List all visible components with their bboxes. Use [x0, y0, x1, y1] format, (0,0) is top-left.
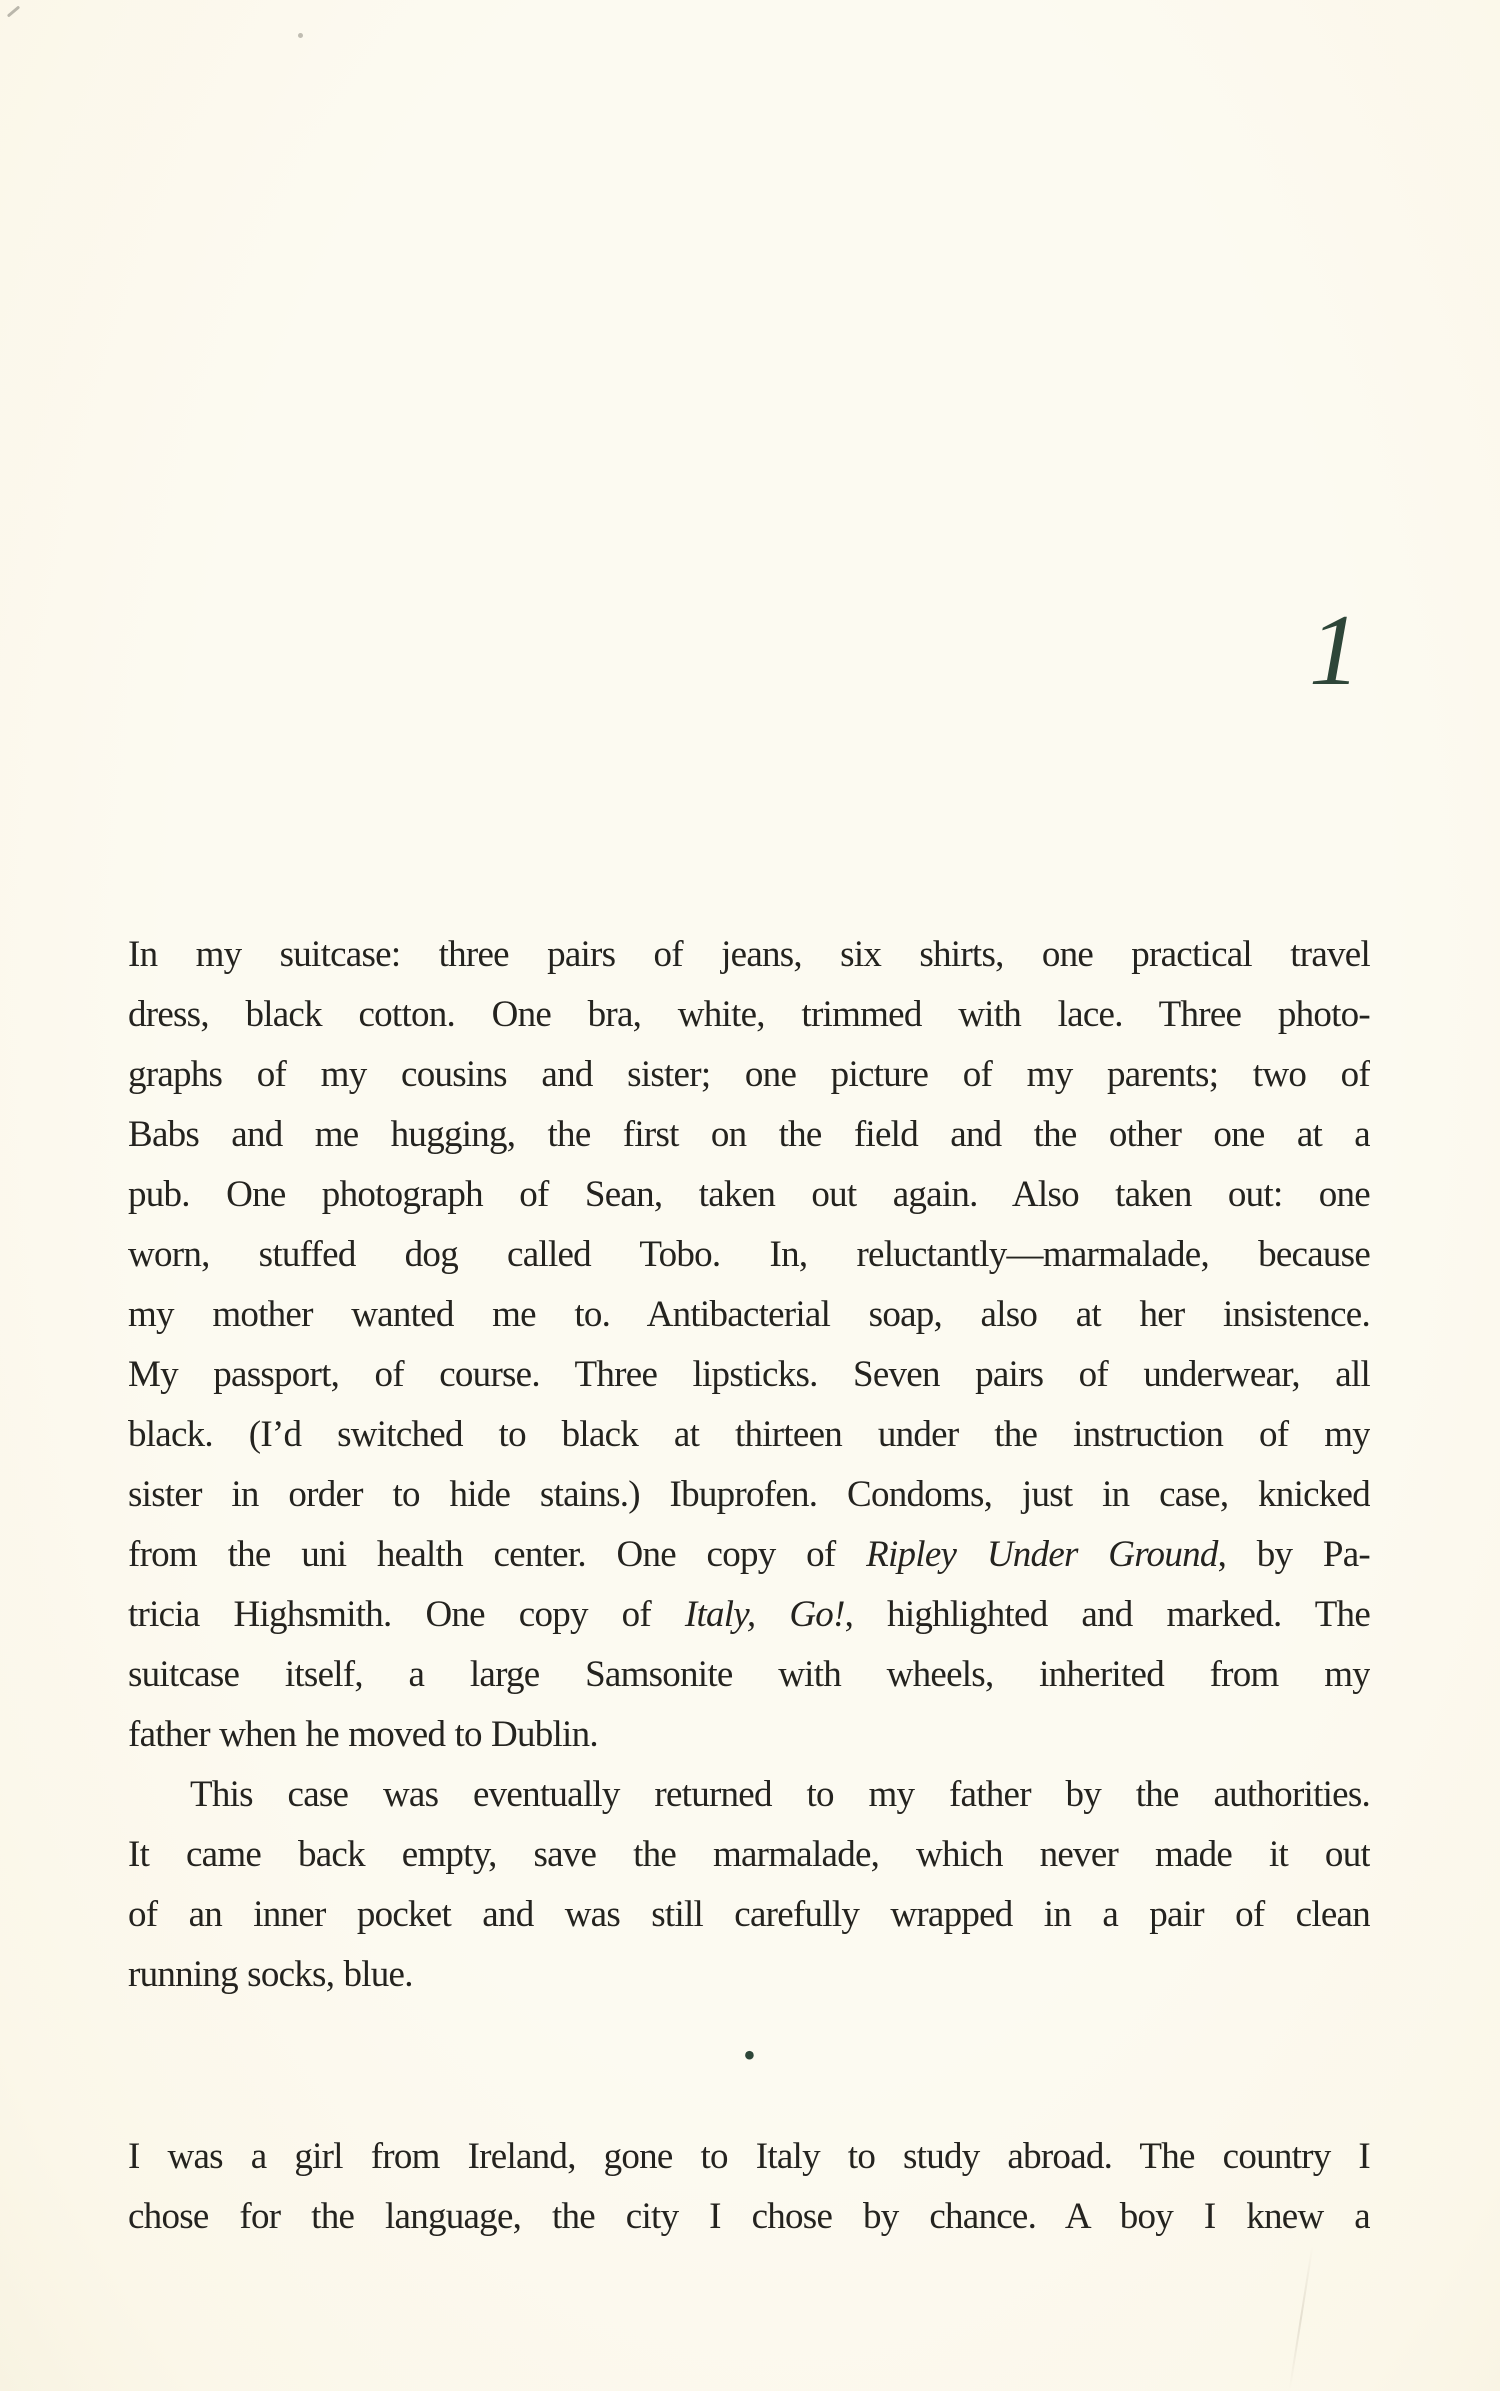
paragraph [128, 925, 1370, 1765]
text-line: Babs and me hugging, the first on the field and the other one at a [128, 1114, 1370, 1155]
scan-artifact [298, 33, 303, 38]
paragraph [128, 1765, 1370, 2005]
text-line: I was a girl from Ireland, gone to Italy to study abroad. The country I [128, 2136, 1370, 2177]
text-line: tricia Highsmith. One copy of Italy, Go!, highlighted and marked. The [128, 1594, 1370, 1635]
text-line: father when he moved to Dublin. [128, 1714, 598, 1755]
scan-artifact [7, 6, 20, 18]
text-line: It came back empty, save the marmalade, which never made it out [128, 1834, 1370, 1875]
chapter-number: 1 [1309, 594, 1360, 707]
text-line: running socks, blue. [128, 1954, 413, 1995]
text-line: chose for the language, the city I chose by chance. A boy I knew a [128, 2196, 1370, 2237]
text-line: This case was eventually returned to my father by the authorities. [190, 1774, 1370, 1815]
text-line: pub. One photograph of Sean, taken out again. Also taken out: one [128, 1174, 1370, 1215]
text-line: worn, stuffed dog called Tobo. In, reluctantly—marmalade, because [128, 1234, 1370, 1275]
text-line: dress, black cotton. One bra, white, trimmed with lace. Three photo- [128, 994, 1370, 1035]
text-line: my mother wanted me to. Antibacterial soap, also at her insistence. [128, 1294, 1370, 1335]
body-text [128, 925, 1370, 2247]
text-line: of an inner pocket and was still carefully wrapped in a pair of clean [128, 1894, 1370, 1935]
text-line: My passport, of course. Three lipsticks. Seven pairs of underwear, all [128, 1354, 1370, 1395]
page-crease [1289, 2246, 1314, 2391]
text-line: sister in order to hide stains.) Ibuprofen. Condoms, just in case, knicked [128, 1474, 1370, 1515]
text-line: from the uni health center. One copy of Ripley Under Ground, by Pa- [128, 1534, 1370, 1575]
section-divider [128, 2005, 1370, 2127]
divider-bullet-icon: • [743, 2035, 755, 2075]
text-line: suitcase itself, a large Samsonite with wheels, inherited from my [128, 1654, 1370, 1695]
text-line: black. (I’d switched to black at thirteen under the instruction of my [128, 1414, 1370, 1455]
paragraph [128, 2127, 1370, 2247]
text-line: graphs of my cousins and sister; one picture of my parents; two of [128, 1054, 1370, 1095]
text-line: In my suitcase: three pairs of jeans, six shirts, one practical travel [128, 934, 1370, 975]
